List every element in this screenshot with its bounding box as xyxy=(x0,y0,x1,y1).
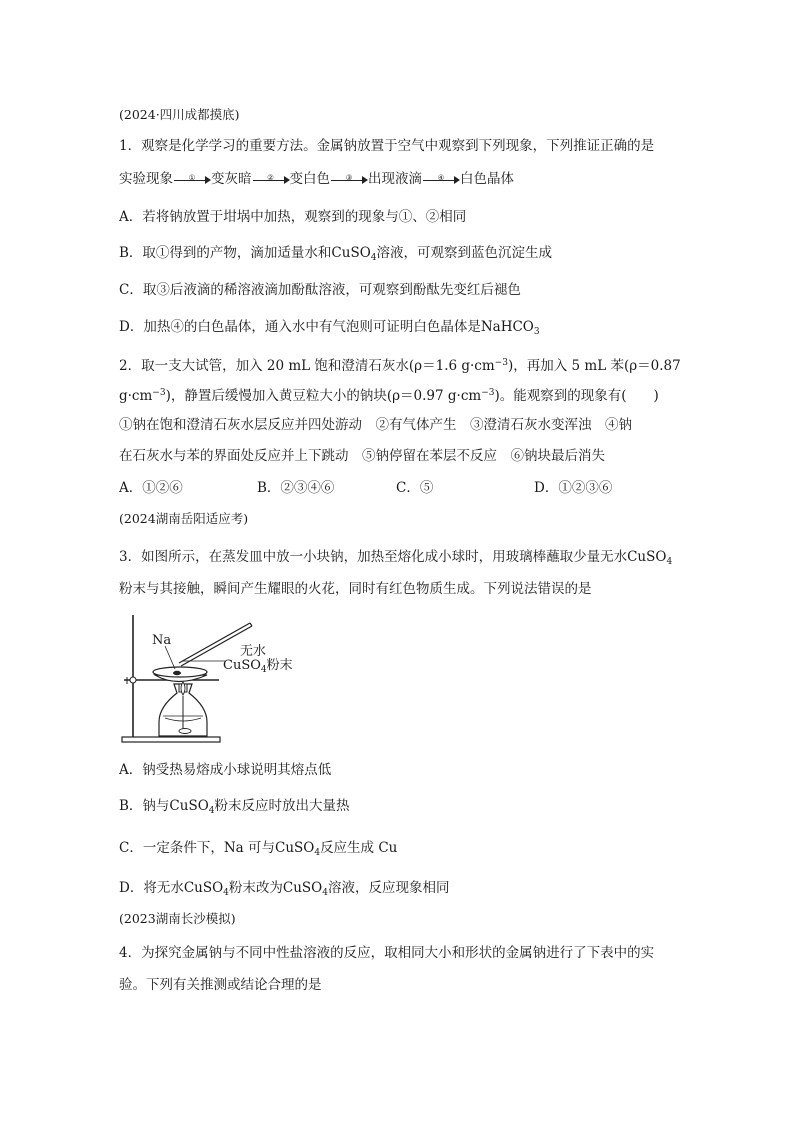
question-3-line-2: 粉末与其接触，瞬间产生耀眼的火花，同时有红色物质生成。下列说法错误的是 xyxy=(119,581,592,597)
question-3-option-b: B．钠与CuSO$_4$粉末反应时放出大量热 xyxy=(119,798,350,816)
question-3-option-a: A．钠受热易熔成小球说明其熔点低 xyxy=(119,762,332,778)
q2-option-d: D．①②③⑥ xyxy=(534,480,613,496)
question-1-option-d: D．加热④的白色晶体，通入水中有气泡则可证明白色晶体是NaHCO$_3$ xyxy=(119,319,540,337)
source-note-3: (2023湖南长沙模拟) xyxy=(119,911,236,926)
question-1-option-b: B．取①得到的产物，滴加适量水和CuSO$_4$溶液，可观察到蓝色沉淀生成 xyxy=(119,245,552,263)
q2-option-a: A．①②⑥ xyxy=(119,480,183,496)
chain-step-3: 出现液滴 xyxy=(368,171,422,187)
question-3-line-1: 3．如图所示，在蒸发皿中放一小块钠，加热至熔化成小球时，用玻璃棒蘸取少量无水CuSO$_4$ xyxy=(119,549,673,567)
label-cuso4-powder: CuSO$_4$粉末 xyxy=(223,658,293,675)
chain-step-2: 变白色 xyxy=(289,171,330,187)
label-na: Na xyxy=(152,633,172,648)
question-2-options xyxy=(119,479,679,497)
question-3-option-d: D．将无水CuSO$_4$粉末改为CuSO$_4$溶液，反应现象相同 xyxy=(119,880,450,898)
chain-step-4: 白色晶体 xyxy=(460,171,514,187)
question-2-line-1: 2．取一支大试管，加入 20 mL 饱和澄清石灰水(ρ＝1.6 $g\cdot cm^{-3}$)，再加入 5 mL 苯(ρ＝0.87 xyxy=(119,358,681,374)
label-wushui: 无水 xyxy=(240,644,267,659)
question-2-line-2: $g\cdot cm^{-3}$)，静置后缓慢加入黄豆粒大小的钠块(ρ＝0.97 $g\cdot cm^{-3}$)。能观察到的现象有( ) xyxy=(119,388,659,404)
question-3-option-c: C．一定条件下，Na 可与CuSO$_4$反应生成 Cu xyxy=(119,840,398,858)
question-1-option-a: A．若将钠放置于坩埚中加热，观察到的现象与①、②相同 xyxy=(119,209,467,225)
source-note-2: (2024湖南岳阳适应考) xyxy=(119,511,249,526)
question-1-stem: 1．观察是化学学习的重要方法。金属钠放置于空气中观察到下列现象，下列推证正确的是 xyxy=(119,138,655,154)
chain-step-1: 变灰暗 xyxy=(211,171,252,187)
arrow-3: ③ xyxy=(330,170,368,188)
question-4-line-1: 4．为探究金属钠与不同中性盐溶液的反应，取相同大小和形状的金属钠进行了下表中的实 xyxy=(119,945,655,961)
question-2-line-3: ①钠在饱和澄清石灰水层反应并四处游动 ②有气体产生 ③澄清石灰水变浑浊 ④钠 xyxy=(119,417,632,433)
apparatus-diagram xyxy=(119,612,299,747)
question-1-chain xyxy=(119,170,514,188)
q2-option-c: C．⑤ xyxy=(396,480,434,496)
question-2-line-4: 在石灰水与苯的界面处反应并上下跳动 ⑤钠停留在苯层不反应 ⑥钠块最后消失 xyxy=(119,448,605,464)
question-1-option-c: C．取③后液滴的稀溶液滴加酚酞溶液，可观察到酚酞先变红后褪色 xyxy=(119,282,521,298)
arrow-1: ① xyxy=(173,170,211,188)
apparatus-figure xyxy=(119,612,299,747)
arrow-4: ④ xyxy=(422,170,460,188)
chain-start: 实验现象 xyxy=(119,171,173,187)
q2-option-b: B．②③④⑥ xyxy=(257,480,335,496)
source-note: (2024·四川成都摸底) xyxy=(119,107,240,122)
arrow-2: ② xyxy=(252,170,290,188)
question-4-line-2: 验。下列有关推测或结论合理的是 xyxy=(119,977,322,993)
